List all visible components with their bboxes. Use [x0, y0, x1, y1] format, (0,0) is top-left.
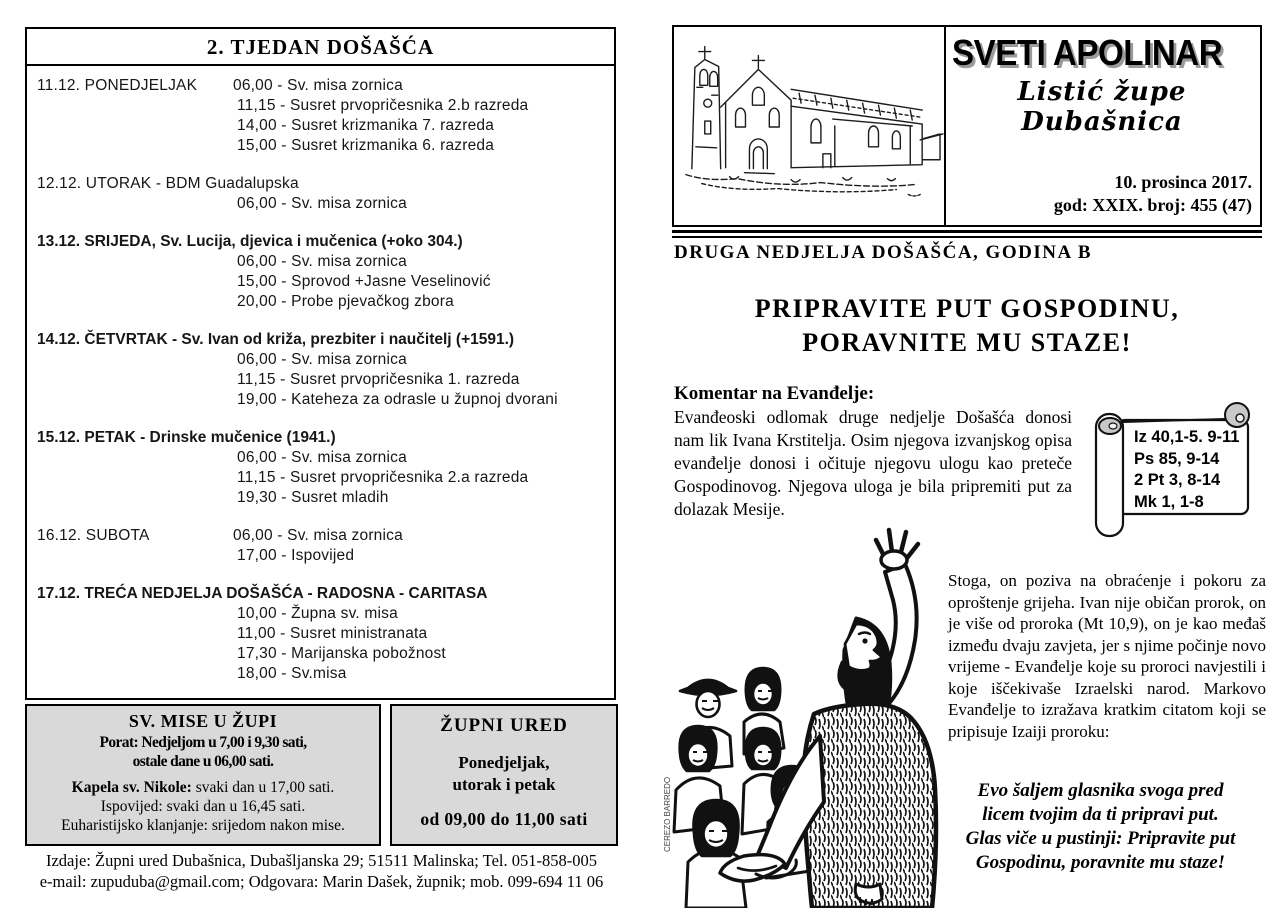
day-head: 17.12. TREĆA NEDJELJA DOŠAŠĆA - RADOSNA - CARITASA: [37, 585, 488, 602]
illustration-signature: CEREZO BARREDO: [663, 776, 672, 852]
schedule-event: 11,00 - Susret ministranata: [237, 625, 428, 642]
masses-info-box: SV. MISE U ŽUPI Porat: Nedjeljom u 7,00 i 9,30 sati, ostale dane u 06,00 sati. Kapela sv. Nikole: svaki dan u 17,00 sati. Ispovijed: svaki dan u 16,45 sati. Euharistijsko klanjanje: srijedom nakon mise.: [25, 704, 381, 846]
schedule-event: 06,00 - Sv. misa zornica: [237, 351, 407, 368]
schedule-event: 06,00 - Sv. misa zornica: [237, 253, 407, 270]
schedule-event: 18,00 - Sv.misa: [237, 665, 347, 682]
schedule-day: [37, 526, 606, 566]
schedule-day: [37, 428, 606, 508]
commentary-paragraph: Evanđeoski odlomak druge nedjelje Došašća donosi nam lik Ivana Krstitelja. Osim njegova izvanjskog opisa evanđelje donosi i očituje njegovu ulogu kao preteče Gospodinovog. Njegova uloga je bila pripremiti put za dolazak Mesije.: [674, 407, 1072, 519]
readings-list: [1134, 427, 1240, 513]
schedule-title: 2. TJEDAN DOŠAŠĆA: [27, 29, 614, 66]
chapel-label: Kapela sv. Nikole:: [71, 779, 192, 796]
commentary-heading: Komentar na Evanđelje:: [674, 383, 875, 404]
body-paragraph: Stoga, on poziva na obraćenje i pokoru za oproštenje grijeha. Ivan nije običan prorok, on je više od proroka (Mt 10,9), on je kao međaš između dvaju zavjeta, jer s njime počinje novo vrijeme - Evanđelje koje su proroci navjestili i koje iščekivaše Izraelski narod. Markovo Evanđelje to izražava kratkim citatom koji se pripisuje Izaiji proroku:: [948, 571, 1266, 741]
day-head: 11.12. PONEDJELJAK: [37, 77, 198, 94]
office-hours-line: od 09,00 do 11,00 sati: [420, 809, 588, 829]
issue-number: god: XXIX. broj: 455 (47): [1053, 195, 1252, 215]
office-box-title: ŽUPNI URED: [440, 715, 568, 736]
day-head: 13.12. SRIJEDA, Sv. Lucija, djevica i mučenica (+oko 304.): [37, 233, 463, 250]
imprint-line-publisher: Izdaje: Župni ured Dubašnica, Dubašljanska 29; 51511 Malinska; Tel. 051-858-005: [45, 851, 598, 870]
parish-office-box: [390, 704, 618, 846]
bulletin-title: SVETI APOLINAR: [952, 32, 1223, 73]
day-head: 14.12. ČETVRTAK - Sv. Ivan od križa, prezbiter i naučitelj (+1591.): [37, 331, 515, 348]
schedule-event: 10,00 - Župna sv. misa: [237, 605, 398, 622]
schedule-event: 11,15 - Susret prvopričesnika 1. razreda: [237, 371, 520, 388]
john-baptist-woodcut-icon: [660, 522, 946, 908]
schedule-event: 11,15 - Susret prvopričesnika 2.a razreda: [237, 469, 529, 486]
schedule-event: 06,00 - Sv. misa zornica: [237, 449, 407, 466]
masthead-divider-rule: [672, 230, 1262, 238]
day-head: 15.12. PETAK - Drinske mučenice (1941.): [37, 429, 336, 446]
schedule-day: [37, 232, 606, 312]
day-head: 12.12. UTORAK - BDM Guadalupska: [37, 175, 299, 192]
church-sketch-icon: [674, 27, 944, 225]
imprint-line-contact: e-mail: zupuduba@gmail.com; Odgovara: Marin Dašek, župnik; mob. 099-694 11 06: [39, 872, 604, 891]
reading-item: 2 Pt 3, 8-14: [1134, 471, 1221, 489]
quote-line: licem tvojim da ti pripravi put.: [982, 804, 1219, 825]
schedule-event: 06,00 - Sv. misa zornica: [233, 527, 403, 544]
reading-item: Ps 85, 9-14: [1134, 449, 1220, 468]
schedule-event: 15,00 - Sprovod +Jasne Veselinović: [237, 273, 491, 290]
issue-date: 10. prosinca 2017.: [1114, 172, 1252, 192]
adoration-line: Euharistijsko klanjanje: srijedom nakon mise.: [61, 817, 345, 834]
quote-line: Glas viče u pustinji: Pripravite put: [965, 828, 1236, 849]
schedule-event: 20,00 - Probe pjevačkog zbora: [237, 293, 454, 310]
scripture-quote: [935, 779, 1266, 875]
schedule-event: 11,15 - Susret prvopričesnika 2.b razreda: [237, 97, 529, 114]
office-days-line: utorak i petak: [452, 775, 556, 794]
confession-line: Ispovijed: svaki dan u 16,45 sati.: [100, 798, 306, 815]
gospel-headline-line2: PORAVNITE MU STAZE!: [802, 328, 1132, 357]
church-illustration: [674, 27, 946, 225]
schedule-event: 06,00 - Sv. misa zornica: [233, 77, 403, 94]
readings-scroll: [1082, 392, 1262, 544]
schedule-event: 17,30 - Marijanska pobožnost: [237, 645, 446, 662]
weekly-schedule-box: [25, 27, 616, 700]
reading-item: Iz 40,1-5. 9-11: [1134, 428, 1240, 446]
bulletin-subtitle: Listić župe Dubašnica: [1017, 77, 1187, 137]
masses-box-title: SV. MISE U ŽUPI: [128, 711, 278, 731]
schedule-event: 14,00 - Susret krizmanika 7. razreda: [237, 117, 495, 134]
schedule-day: [37, 174, 606, 214]
masses-location-label: Porat:: [99, 734, 139, 751]
schedule-day: [37, 330, 606, 410]
masses-line: ostale dane u 06,00 sati.: [132, 753, 274, 770]
reading-item: Mk 1, 1-8: [1134, 492, 1204, 511]
schedule-event: 19,30 - Susret mladih: [237, 489, 389, 506]
masthead-title-pane: [946, 27, 1260, 225]
gospel-headline-line1: PRIPRAVITE PUT GOSPODINU,: [754, 294, 1180, 323]
masthead-box: [672, 25, 1262, 227]
gospel-headline: [672, 292, 1262, 360]
issue-info: [952, 171, 1252, 217]
quote-line: Evo šaljem glasnika svoga pred: [977, 780, 1224, 801]
schedule-event: 15,00 - Susret krizmanika 6. razreda: [237, 137, 495, 154]
john-baptist-illustration: [660, 522, 946, 908]
imprint-footer: [25, 850, 618, 892]
office-days-line: Ponedjeljak,: [458, 753, 550, 772]
schedule-body: [27, 66, 614, 698]
quote-line: Gospodinu, poravnite mu staze!: [975, 852, 1226, 873]
sunday-label: DRUGA NEDJELJA DOŠAŠĆA, GODINA B: [674, 242, 1093, 263]
schedule-event: 17,00 - Ispovijed: [237, 547, 355, 564]
schedule-day: [37, 76, 606, 156]
schedule-event: 06,00 - Sv. misa zornica: [237, 195, 407, 212]
schedule-day: [37, 584, 606, 684]
day-head: 16.12. SUBOTA: [37, 527, 150, 544]
info-boxes-row: [25, 704, 618, 846]
schedule-event: 19,00 - Kateheza za odrasle u župnoj dvorani: [237, 391, 558, 408]
